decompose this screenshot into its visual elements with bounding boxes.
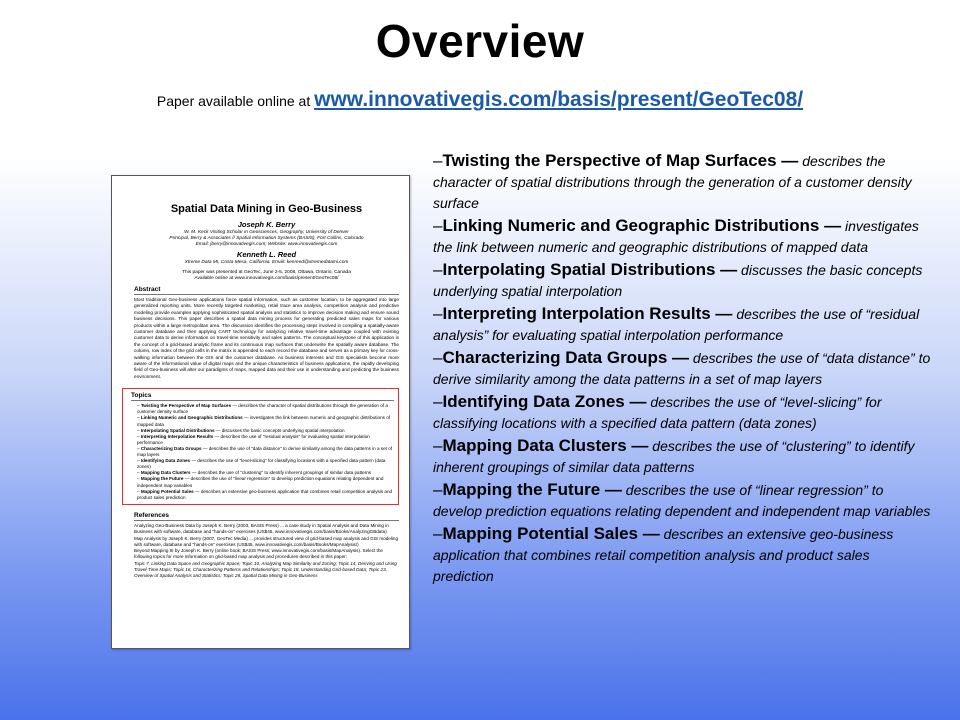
paper-topics-box (122, 388, 399, 505)
topic-description: describes the use of “residual analysis” for evaluating spatial interpolation performance (433, 306, 920, 343)
paper-topics-heading: Topics (131, 392, 152, 400)
paper-abstract-text: Most traditional Geo-business applications force spatial information, such as customer location, to be aggregated into large generalized reporting units. More recently targeted marketing, retail trace area analysis, competition analysis and predictive modeling provide examples applying sophisticated spatial analysis and statistics to improve decision making and ensure sound business decisions. This paper describes a spatial data mining process for generating predicted sales maps for various products within a large metropolitan area. The discussion identifies the processing steps involved in compiling a spatially-aware customer database and then applying CART technology for analyzing relative travel-time advantage coupled with existing customer data to derive information on travel-time sensitivity and sales patterns. The conceptual keystone of this application is the concept of a grid-based analytic frame and its continuous map surfaces that underwrite the spatially aware database. The column, row index of the grid cells in the matrix is appended to each record the database and serves as a primary key for cross-walking information between the GIS and the customer database. As business interests and GIS specialists become more aware of the informational value of digital maps and the unique characteristics of business applications, the rapidly developing field of Geo-business will alter our paradigms of maps, mapped data and their use in understanding and predicting the business environment. (134, 297, 399, 379)
topic-item: –Mapping Potential Sales — describes an extensive geo-business application that combines retail competition analysis and product sales prediction (433, 524, 894, 584)
paper-link[interactable]: www.innovativegis.com/basis/present/GeoTec08/ (314, 88, 804, 111)
paper-reference: Beyond Mapping III by Joseph K. Berry (online book; BASIS Press; www.innovativegis.com/basis/MapAnalysis). Select the following topics for more information on grid-based map analysis and procedures described in this paper: (134, 548, 383, 560)
paper-topic-item: – Interpolating Spatial Distributions — discusses the basic concepts underlying spatial interpolation (137, 427, 345, 433)
paper-divider (131, 400, 394, 401)
paper-topic-item: – Twisting the Perspective of Map Surfaces — describes the character of spatial distributions through the generation of a customer density surface (137, 403, 388, 415)
paper-references-heading: References (134, 511, 170, 519)
paper-abstract-heading: Abstract (134, 286, 161, 293)
topic-title: Identifying Data Zones — (442, 392, 647, 411)
paper-author-1-affiliation-1: W. M. Keck Visiting Scholar in Geosciences, Geography, University of Denver (184, 230, 349, 235)
paper-thumbnail (111, 175, 410, 649)
paper-author-1-affiliation-2: Principal, Berry & Associates // Spatial Information Systems (BASIS), Fort Collins, Colorado (169, 236, 364, 241)
paper-title: Spatial Data Mining in Geo-Business (170, 203, 363, 215)
paper-topic-item: – Mapping the Future — describes the use of "linear regression" to develop prediction equations relating dependent and independent map variables (137, 476, 384, 488)
paper-divider (134, 520, 399, 521)
paper-references (134, 511, 399, 579)
paper-author-1: Joseph K. Berry (237, 220, 296, 229)
topic-title: Characterizing Data Groups — (442, 348, 690, 367)
paper-author-1-email: Email: jberry@innovativegis.com; Website: www.innovativegis.com (195, 242, 338, 247)
topic-title: Interpreting Interpolation Results — (442, 304, 733, 323)
topic-item: –Linking Numeric and Geographic Distributions — investigates the link between numeric and geographic distributions of mapped data (433, 216, 919, 255)
topic-description: describes the use of “level-slicing” for classifying locations with a specified data pattern (data zones) (433, 394, 882, 431)
paper-divider (134, 294, 399, 295)
topic-item: –Interpolating Spatial Distributions — discusses the basic concepts underlying spatial interpolation (433, 260, 923, 299)
topic-description: investigates the link between numeric and geographic distributions of mapped data (433, 218, 919, 255)
topic-item: –Characterizing Data Groups — describes the use of “data distance” to derive similarity among the data patterns in a set of map layers (433, 348, 931, 387)
topic-title: Mapping Data Clusters — (442, 436, 649, 455)
paper-author-2: Kenneth L. Reed (236, 250, 297, 259)
topic-item: –Identifying Data Zones — describes the use of “level-slicing” for classifying locations with a specified data pattern (data zones) (433, 392, 882, 431)
topic-item: –Mapping the Future — describes the use of “linear regression” to develop prediction equations relating dependent and independent map variables (433, 480, 931, 519)
paper-topic-item: – Mapping Potential Sales — describes an extensive geo-business application that combines retail competition analysis and product sales prediction (137, 488, 393, 500)
topic-title: Interpolating Spatial Distributions — (442, 260, 738, 279)
topic-item: –Twisting the Perspective of Map Surfaces — describes the character of spatial distributions through the generation of a customer density surface (433, 151, 912, 211)
paper-available: Available online at www.innovativegis.com/basis/present/GeoTec08/ (194, 276, 339, 281)
subtitle-prefix: Paper available online at (156, 93, 315, 109)
topic-title: Twisting the Perspective of Map Surfaces — (442, 151, 799, 170)
topic-description: discusses the basic concepts underlying spatial interpolation (433, 262, 923, 299)
topic-title: Linking Numeric and Geographic Distributions — (442, 216, 842, 235)
topic-description: describes the character of spatial distributions through the generation of a customer density surface (433, 153, 912, 211)
paper-topic-item: – Identifying Data Zones — describes the use of "level-slicing" for classifying locations with a specified data pattern (data zones) (137, 458, 386, 470)
slide-title: Overview (375, 15, 585, 67)
subtitle (0, 88, 960, 112)
topic-description: describes the use of “linear regression” to develop prediction equations relating dependent and independent map variables (433, 482, 931, 519)
paper-reference: Topic 7, Linking Data Space and Geographic Space; Topic 10, Analyzing Map Similarity and Zoning; Topic 14, Deriving and Using Travel-Time Maps; Topic 16, Characterizing Patterns and Relationships; Topic 18, Understanding Grid-based Data; Topic 23, Overview of Spatial Analysis and Statistics; Topic 28, Spatial Data Mining in Geo-Business (134, 561, 397, 579)
paper-reference: Analyzing Geo-Business Data by Joseph K. Berry (2003, BASIS Press) ... a case study in Spatial Analysis and Data Mining in Business with software, database and "hands-on" exercises (US$45, www.innovativegis.com/basis/Books/AnalyzingGBdata) (134, 522, 389, 534)
paper-presented: This paper was presented at GeoTec, June 2-5, 2008, Ottawa, Ontario, Canada (182, 270, 351, 275)
topic-title: Mapping Potential Sales — (442, 524, 660, 543)
topic-title: Mapping the Future — (442, 480, 622, 499)
paper-topic-item: – Linking Numeric and Geographic Distributions — investigates the link between numeric and geographic distributions of mapped data (137, 415, 391, 427)
topic-description: describes the use of “data distance” to derive similarity among the data patterns in a set of map layers (433, 350, 931, 387)
topic-item: –Interpreting Interpolation Results — describes the use of “residual analysis” for evaluating spatial interpolation performance (433, 304, 920, 343)
paper-topic-item: – Interpreting Interpolation Results — describes the use of "residual analysis" for evaluating spatial interpolation performance (137, 433, 370, 445)
paper-author-2-affiliation: Xtreme Data MI, Costa Mesa, California. Email: kenreed@xtremedatami.com (184, 260, 349, 265)
topic-description: describes the use of “clustering” to identify inherent groupings of similar data patterns (433, 438, 915, 475)
topic-item: –Mapping Data Clusters — describes the use of “clustering” to identify inherent groupings of similar data patterns (433, 436, 915, 475)
paper-topic-item: – Mapping Data Clusters — describes the use of "clustering" to identify inherent groupings of similar data patterns (137, 470, 372, 476)
topic-description: describes an extensive geo-business application that combines retail competition analysis and product sales prediction (433, 526, 894, 584)
paper-topic-item: – Characterizing Data Groups — describes the use of "data distance" to derive similarity among the data patterns in a set of map layers (137, 445, 393, 458)
topic-list (433, 150, 933, 588)
paper-reference: Map Analysis by Joseph K. Berry (2007, GeoTec Media) ... provides structured view of grid-based map analysis and GIS modeling with software, database and "hands-on" exercises (US$45, www.innovativegis.com/basis/Books/MapAnalysis/) (134, 535, 399, 547)
